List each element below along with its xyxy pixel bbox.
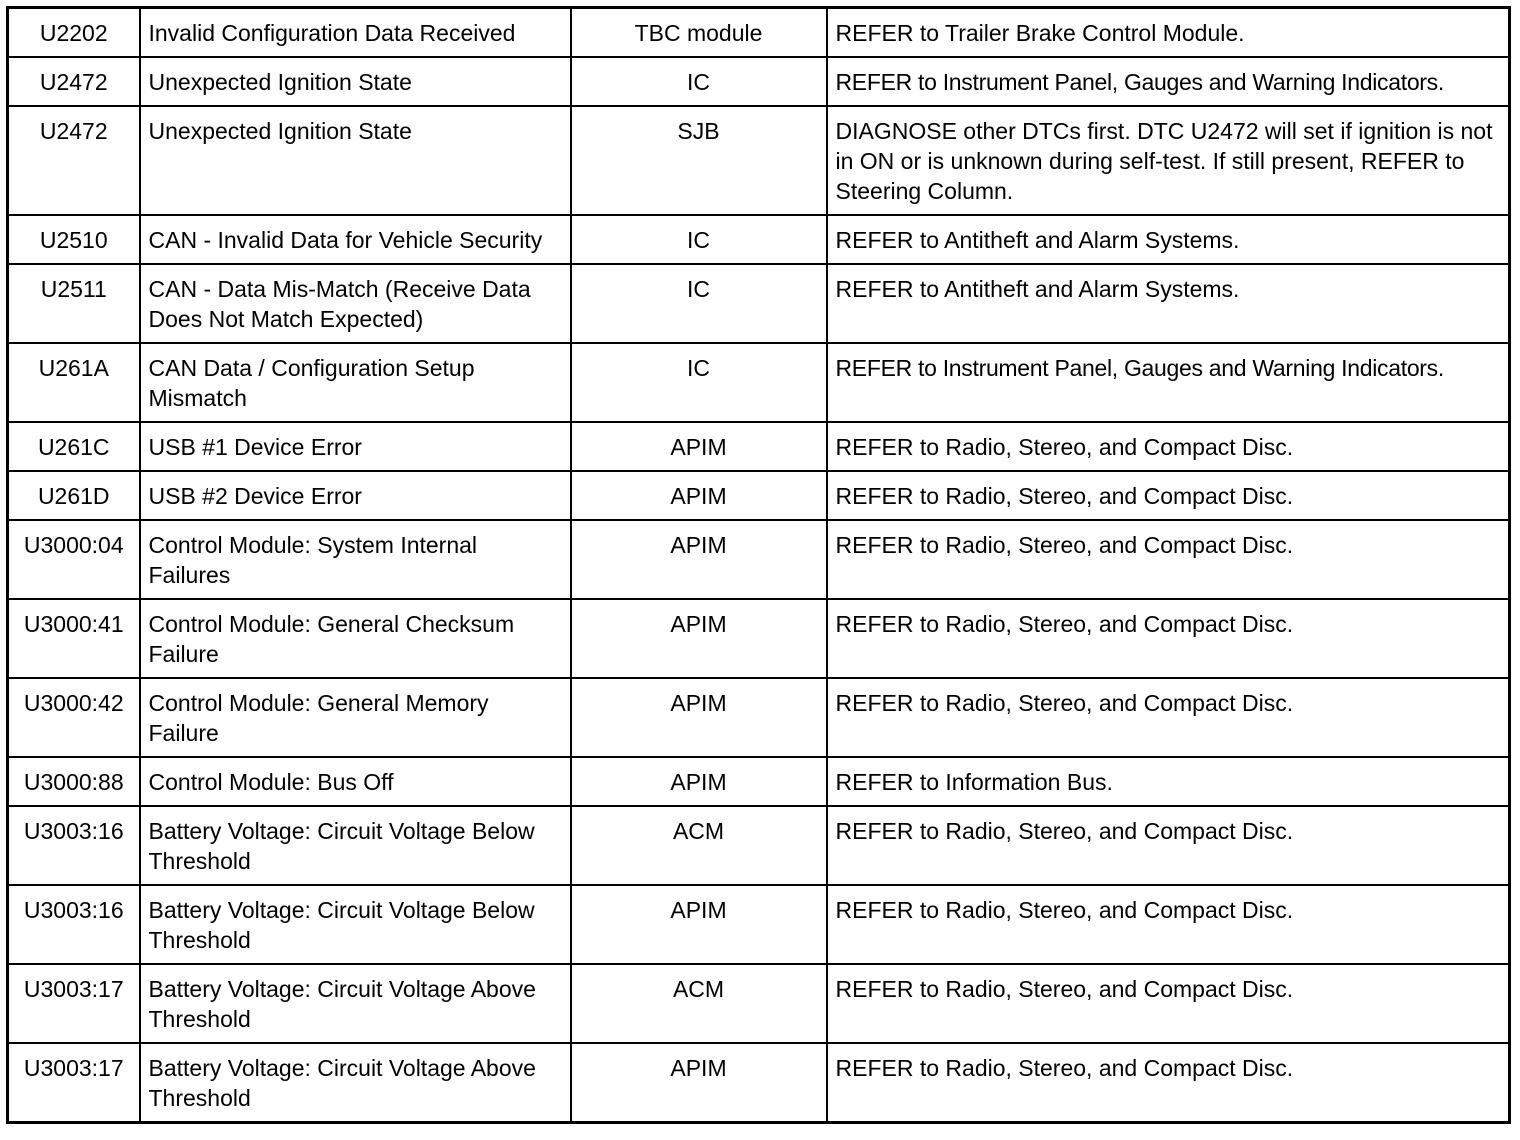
- table-row: [8, 264, 1510, 343]
- dtc-action: REFER to Information Bus.: [827, 757, 1510, 806]
- dtc-code: U2202: [8, 8, 140, 58]
- table-row: [8, 520, 1510, 599]
- dtc-description: CAN - Invalid Data for Vehicle Security: [140, 215, 571, 264]
- dtc-code: U3003:16: [8, 806, 140, 885]
- dtc-module: IC: [571, 264, 827, 343]
- table-row: [8, 599, 1510, 678]
- dtc-module: IC: [571, 343, 827, 422]
- dtc-description: Battery Voltage: Circuit Voltage Below Threshold: [140, 806, 571, 885]
- dtc-code: U3000:41: [8, 599, 140, 678]
- table-row: [8, 215, 1510, 264]
- dtc-module: ACM: [571, 806, 827, 885]
- dtc-description: USB #2 Device Error: [140, 471, 571, 520]
- table-row: [8, 964, 1510, 1043]
- dtc-action: REFER to Radio, Stereo, and Compact Disc.: [827, 964, 1510, 1043]
- table-row: [8, 678, 1510, 757]
- dtc-action: REFER to Radio, Stereo, and Compact Disc.: [827, 471, 1510, 520]
- dtc-description: Control Module: Bus Off: [140, 757, 571, 806]
- dtc-code: U3003:17: [8, 964, 140, 1043]
- dtc-module: IC: [571, 215, 827, 264]
- dtc-code: U261C: [8, 422, 140, 471]
- dtc-code: U3000:04: [8, 520, 140, 599]
- dtc-module: APIM: [571, 422, 827, 471]
- dtc-module: SJB: [571, 106, 827, 215]
- dtc-action: REFER to Antitheft and Alarm Systems.: [827, 264, 1510, 343]
- dtc-module: TBC module: [571, 8, 827, 58]
- dtc-table-body: [8, 8, 1510, 1123]
- dtc-description: Control Module: General Memory Failure: [140, 678, 571, 757]
- table-row: [8, 471, 1510, 520]
- dtc-description: Unexpected Ignition State: [140, 57, 571, 106]
- dtc-code: U3003:17: [8, 1043, 140, 1123]
- dtc-description: Battery Voltage: Circuit Voltage Above Threshold: [140, 1043, 571, 1123]
- dtc-code: U2472: [8, 106, 140, 215]
- dtc-description: CAN - Data Mis-Match (Receive Data Does Not Match Expected): [140, 264, 571, 343]
- dtc-action: DIAGNOSE other DTCs first. DTC U2472 will set if ignition is not in ON or is unknown during self-test. If still present, REFER to Steering Column.: [827, 106, 1510, 215]
- table-row: [8, 757, 1510, 806]
- dtc-description: Control Module: System Internal Failures: [140, 520, 571, 599]
- dtc-module: APIM: [571, 757, 827, 806]
- table-row: [8, 106, 1510, 215]
- dtc-action: REFER to Instrument Panel, Gauges and Warning Indicators.: [827, 343, 1510, 422]
- dtc-action: REFER to Radio, Stereo, and Compact Disc.: [827, 806, 1510, 885]
- dtc-action: REFER to Radio, Stereo, and Compact Disc.: [827, 678, 1510, 757]
- dtc-description: Control Module: General Checksum Failure: [140, 599, 571, 678]
- dtc-module: APIM: [571, 885, 827, 964]
- dtc-description: Battery Voltage: Circuit Voltage Below Threshold: [140, 885, 571, 964]
- dtc-module: APIM: [571, 471, 827, 520]
- dtc-module: APIM: [571, 1043, 827, 1123]
- dtc-description: Invalid Configuration Data Received: [140, 8, 571, 58]
- dtc-code: U3000:88: [8, 757, 140, 806]
- dtc-code: U2472: [8, 57, 140, 106]
- dtc-action: REFER to Radio, Stereo, and Compact Disc.: [827, 422, 1510, 471]
- dtc-module: APIM: [571, 678, 827, 757]
- dtc-code: U261A: [8, 343, 140, 422]
- table-row: [8, 885, 1510, 964]
- dtc-code: U2511: [8, 264, 140, 343]
- table-row: [8, 422, 1510, 471]
- dtc-code: U2510: [8, 215, 140, 264]
- dtc-table: [6, 6, 1511, 1124]
- dtc-module: APIM: [571, 520, 827, 599]
- table-row: [8, 8, 1510, 58]
- dtc-action: REFER to Antitheft and Alarm Systems.: [827, 215, 1510, 264]
- table-row: [8, 806, 1510, 885]
- dtc-action: REFER to Radio, Stereo, and Compact Disc.: [827, 885, 1510, 964]
- dtc-action: REFER to Trailer Brake Control Module.: [827, 8, 1510, 58]
- dtc-action: REFER to Radio, Stereo, and Compact Disc.: [827, 520, 1510, 599]
- dtc-action: REFER to Radio, Stereo, and Compact Disc.: [827, 1043, 1510, 1123]
- table-row: [8, 1043, 1510, 1123]
- dtc-module: ACM: [571, 964, 827, 1043]
- dtc-action: REFER to Radio, Stereo, and Compact Disc.: [827, 599, 1510, 678]
- dtc-description: CAN Data / Configuration Setup Mismatch: [140, 343, 571, 422]
- dtc-code: U261D: [8, 471, 140, 520]
- dtc-description: Battery Voltage: Circuit Voltage Above Threshold: [140, 964, 571, 1043]
- dtc-description: Unexpected Ignition State: [140, 106, 571, 215]
- dtc-module: IC: [571, 57, 827, 106]
- table-row: [8, 343, 1510, 422]
- dtc-code: U3003:16: [8, 885, 140, 964]
- dtc-description: USB #1 Device Error: [140, 422, 571, 471]
- dtc-code: U3000:42: [8, 678, 140, 757]
- dtc-module: APIM: [571, 599, 827, 678]
- table-row: [8, 57, 1510, 106]
- dtc-action: REFER to Instrument Panel, Gauges and Warning Indicators.: [827, 57, 1510, 106]
